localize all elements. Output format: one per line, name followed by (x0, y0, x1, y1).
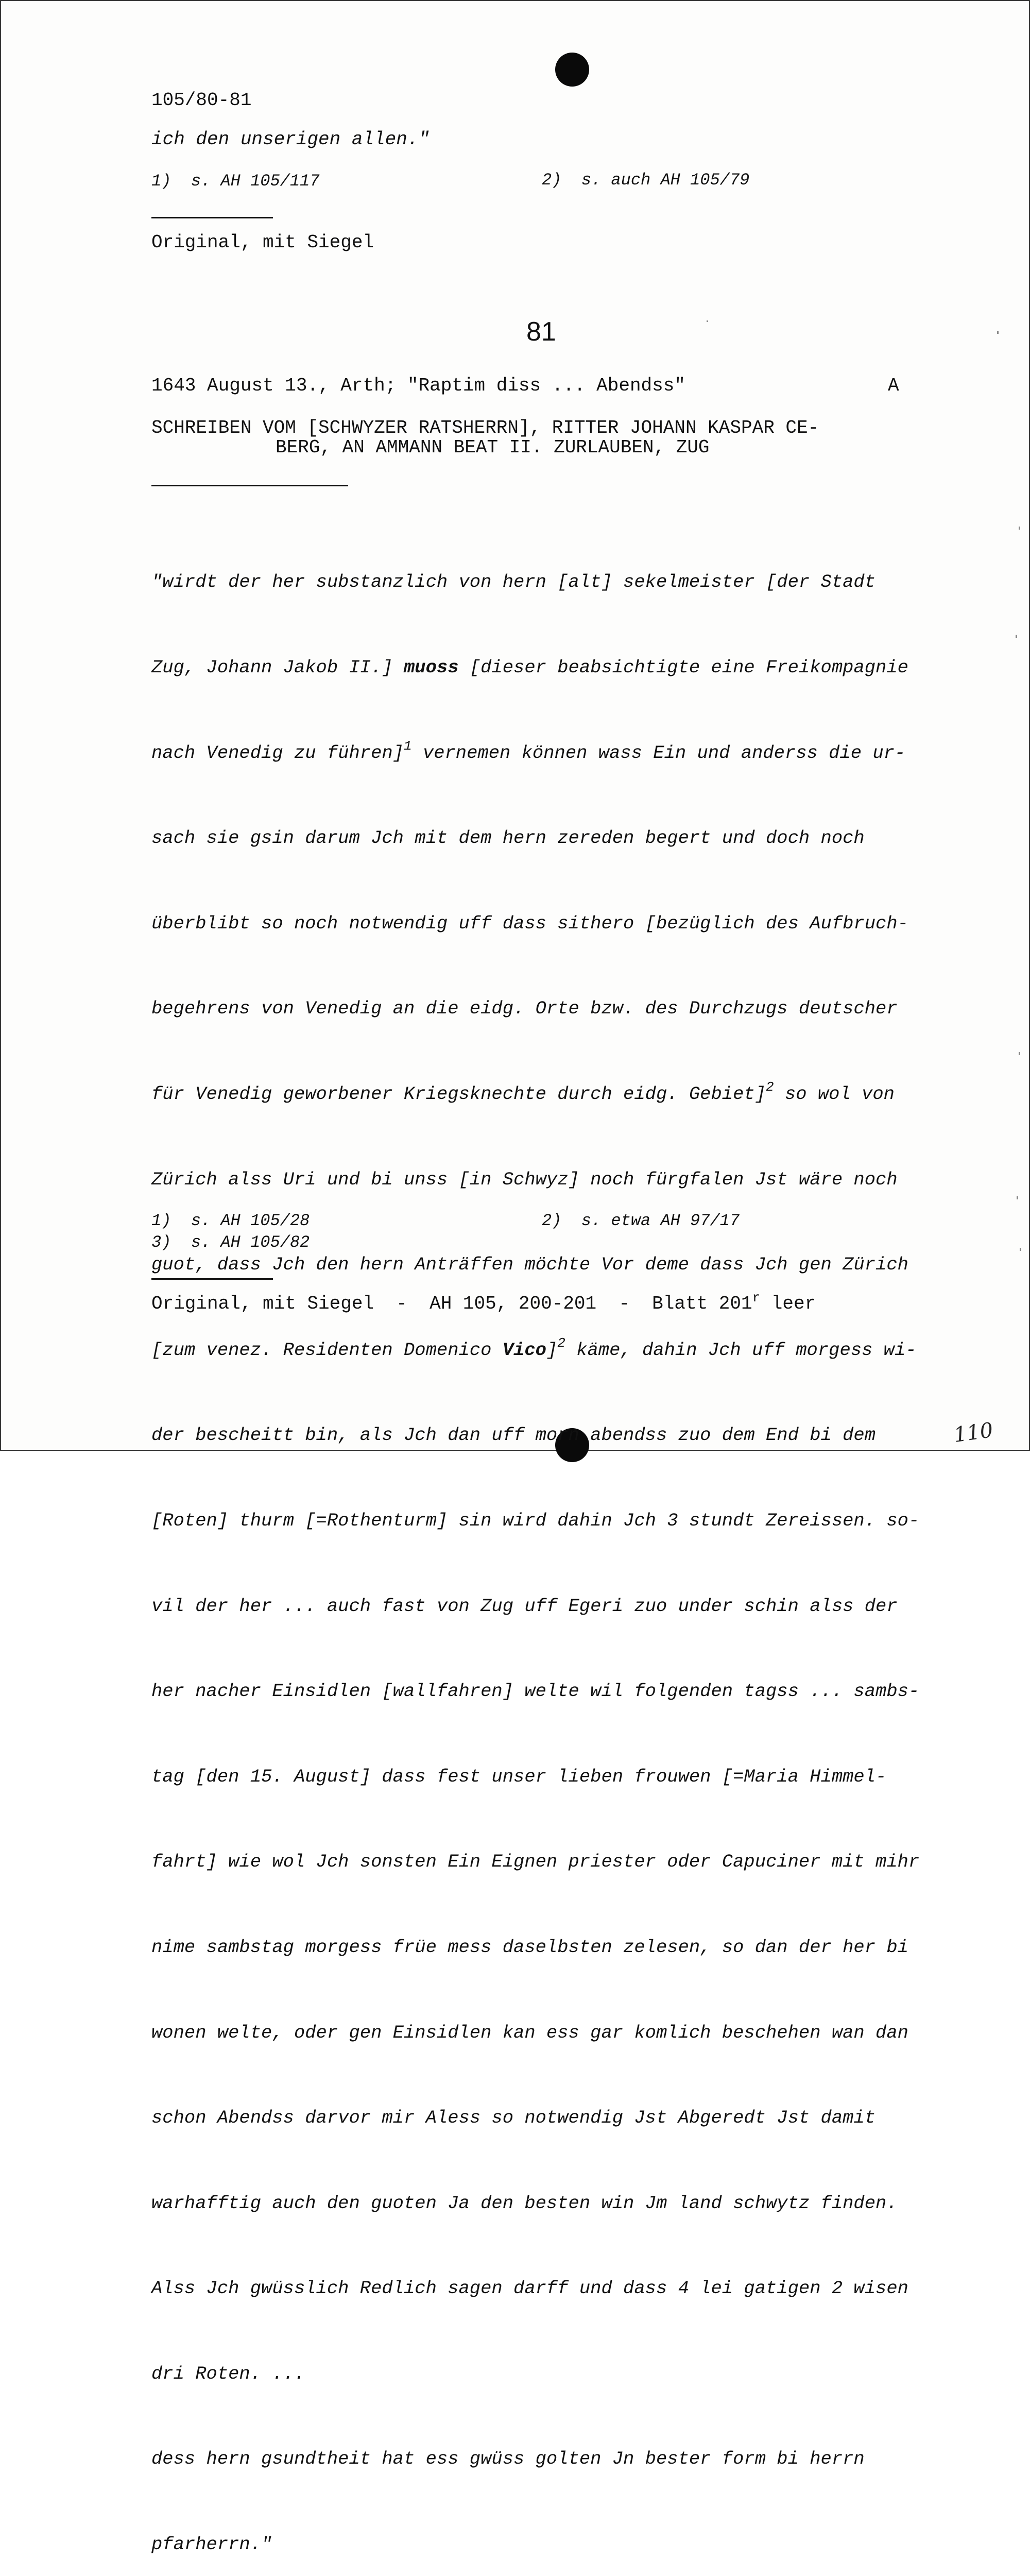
body-line: Zürich alss Uri und bi unss [in Schwyz] noch fürgfalen Jst wäre noch (151, 1168, 898, 1190)
body-line: Zug, Johann Jakob II.] muoss [dieser beabsichtigte eine Freikompagnie (151, 657, 908, 678)
source-note: Original, mit Siegel - AH 105, 200-201 - Blatt 201$^r$ leer (151, 1290, 816, 1314)
footnote-marker: 1 (403, 738, 412, 754)
body-line: nach Venedig zu führen]$^1$ vernemen können wass Ein und anderss die ur- (151, 738, 906, 764)
footnote-1: 1) s. AH 105/117 (151, 172, 320, 191)
body-line: guot, dass Jch den hern Anträffen möchte Vor deme dass Jch gen Zürich (151, 1254, 908, 1276)
footnote-2: 2) s. auch AH 105/79 (542, 171, 750, 190)
body-line: für Venedig geworbener Kriegsknechte durch eidg. Gebiet]$^2$ so wol von (151, 1079, 895, 1105)
body-line: pfarherrn." (151, 2534, 272, 2555)
footnote-marker: 2 (766, 1079, 774, 1095)
footnote-marker: 2 (557, 1335, 565, 1351)
original-note-top: Original, mit Siegel (151, 232, 374, 253)
punch-hole-top (555, 53, 589, 87)
title-rule (151, 485, 348, 486)
scan-speck (1019, 1052, 1020, 1055)
footnote-2: 2) s. etwa AH 97/17 (542, 1211, 740, 1230)
page-reference: 105/80-81 (151, 90, 252, 111)
scan-speck (1017, 1196, 1018, 1199)
scan-speck (1019, 527, 1020, 530)
body-line: her nacher Einsidlen [wallfahren] welte wil folgenden tagss ... sambs- (151, 1681, 920, 1702)
body-line: sach sie gsin darum Jch mit dem hern zereden begert und doch noch (151, 827, 865, 849)
body-line: vil der her ... auch fast von Zug uff Egeri zuo under schin alss der (151, 1595, 898, 1617)
scan-speck (707, 320, 708, 322)
recto-marker: r (752, 1290, 761, 1306)
body-line: [Roten] thurm [=Rothenturm] sin wird dahin Jch 3 stundt Zereissen. so- (151, 1510, 920, 1531)
body-line: der bescheitt bin, als Jch dan uff morn abendss zuo dem End bi dem (151, 1425, 876, 1446)
body-line: warhafftig auch den guoten Ja den besten win Jm land schwytz finden. (151, 2192, 898, 2214)
footnote-3: 3) s. AH 105/82 (151, 1233, 310, 1252)
handwritten-folio-number: 110 (952, 1418, 994, 1448)
scan-speck (1020, 1248, 1021, 1251)
body-line: wonen welte, oder gen Einsidlen kan ess gar komlich beschehen wan dan (151, 2022, 908, 2043)
body-line: dri Roten. ... (151, 2363, 305, 2384)
letter-body (151, 511, 955, 2576)
date-line: 1643 August 13., Arth; "Raptim diss ... Abendss" (151, 375, 685, 396)
scan-speck (1016, 635, 1017, 638)
continuation-line: ich den unserigen allen." (151, 129, 430, 150)
scan-speck (997, 331, 999, 334)
title-line-1: SCHREIBEN VOM [SCHWYZER RATSHERRN], RITTER JOHANN KASPAR CE- (151, 417, 819, 438)
body-line: nime sambstag morgess früe mess daselbsten zelesen, so dan der her bi (151, 1936, 908, 1958)
body-line: dess hern gsundtheit hat ess gwüss golten Jn bester form bi herrn (151, 2448, 865, 2470)
body-line: "wirdt der her substanzlich von hern [alt] sekelmeister [der Stadt (151, 571, 876, 593)
footnote-1: 1) s. AH 105/28 (151, 1211, 310, 1230)
footnote-rule-bottom (151, 1278, 273, 1280)
body-line: begehrens von Venedig an die eidg. Orte bzw. des Durchzugs deutscher (151, 998, 898, 1020)
body-line: Alss Jch gwüsslich Redlich sagen darff und dass 4 lei gatigen 2 wisen (151, 2278, 908, 2299)
body-line: tag [den 15. August] dass fest unser lieben frouwen [=Maria Himmel- (151, 1766, 887, 1787)
document-number: 81 (526, 317, 556, 347)
body-line: schon Abendss darvor mir Aless so notwendig Jst Abgeredt Jst damit (151, 2107, 876, 2129)
body-line: überblibt so noch notwendig uff dass sithero [bezüglich des Aufbruch- (151, 912, 908, 934)
title-line-2: BERG, AN AMMANN BEAT II. ZURLAUBEN, ZUG (276, 437, 710, 458)
date-marker: A (888, 375, 899, 396)
body-line: fahrt] wie wol Jch sonsten Ein Eignen priester oder Capuciner mit mihr (151, 1851, 920, 1873)
body-line: [zum venez. Residenten Domenico Vico]$^2$ käme, dahin Jch uff morgess wi- (151, 1335, 917, 1361)
footnote-rule-top (151, 217, 273, 218)
